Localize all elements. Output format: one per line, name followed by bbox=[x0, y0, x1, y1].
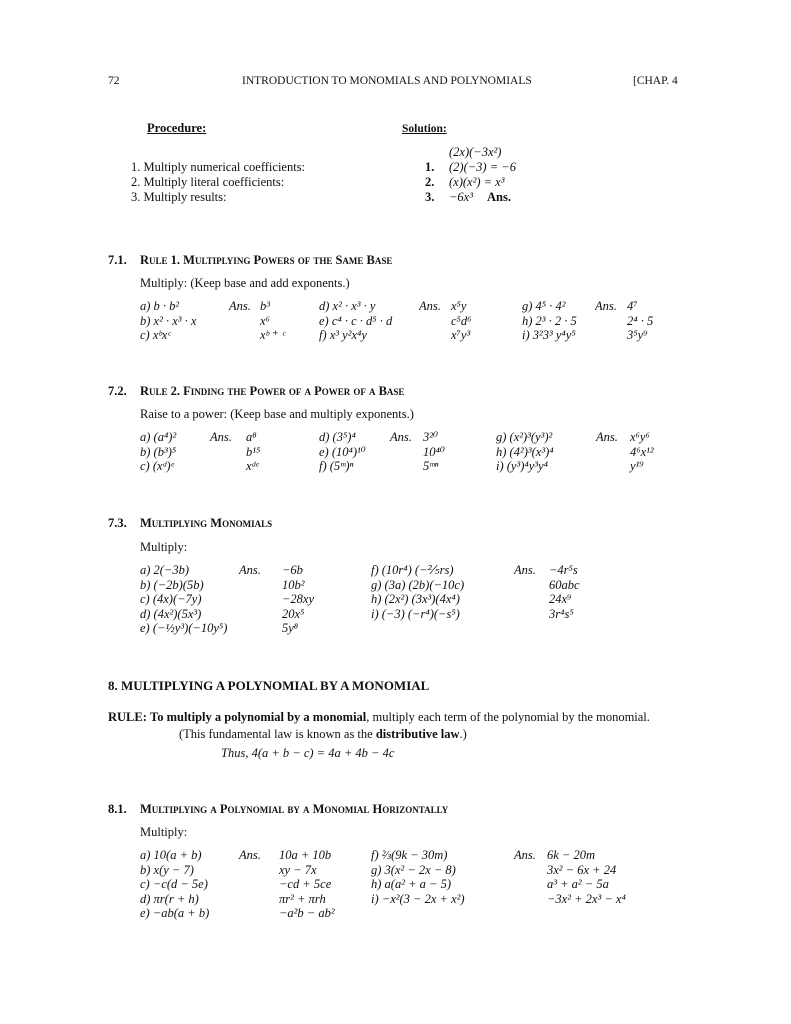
ans-label: Ans. bbox=[596, 430, 618, 444]
distributive-example: Thus, 4(a + b − c) = 4a + 4b − 4c bbox=[221, 746, 395, 760]
answer: 4⁷ bbox=[627, 299, 638, 313]
procedure-steps bbox=[131, 160, 305, 205]
answer: b¹⁵ bbox=[246, 444, 261, 459]
answer: 10⁴⁰ bbox=[423, 444, 445, 459]
answer-column bbox=[260, 299, 285, 343]
solution-step-number: 2. bbox=[425, 175, 435, 189]
answer: c⁵d⁶ bbox=[451, 313, 472, 328]
section-title: Multiplying Monomials bbox=[140, 516, 273, 530]
running-title: INTRODUCTION TO MONOMIALS AND POLYNOMIALS bbox=[242, 75, 532, 87]
answer: −3x² + 2x³ − x⁴ bbox=[547, 891, 626, 906]
solution-step: (2)(−3) = −6 bbox=[449, 160, 516, 174]
section-number: 7.2. bbox=[108, 384, 127, 398]
answer-column bbox=[423, 430, 445, 474]
answer-column bbox=[549, 563, 580, 621]
problem: c) (4x)(−7y) bbox=[140, 592, 202, 607]
section-number: 7.3. bbox=[108, 516, 127, 530]
chapter-label: [CHAP. 4 bbox=[633, 75, 678, 87]
problem: e) (10⁴)¹⁰ bbox=[319, 444, 366, 459]
answer: 3⁵y⁹ bbox=[627, 328, 648, 343]
page-number: 72 bbox=[108, 75, 120, 87]
answer: a³ + a² − 5a bbox=[547, 877, 609, 892]
ans-label: Ans. bbox=[514, 563, 536, 577]
problem: e) c⁴ · c · d⁵ · d bbox=[319, 313, 393, 328]
problem: g) 3(x² − 2x − 8) bbox=[371, 862, 456, 877]
rule-bold-text: To multiply a polynomial by a monomial bbox=[150, 710, 367, 724]
procedure-step: 2. Multiply literal coefficients: bbox=[131, 175, 285, 189]
solution-step: −6x³ bbox=[449, 190, 473, 204]
problem: b) x(y − 7) bbox=[140, 862, 194, 877]
rule-label: RULE: bbox=[108, 710, 147, 724]
answer: −28xy bbox=[282, 592, 315, 607]
section-instruction: Multiply: bbox=[140, 825, 188, 839]
solution-step-number: 1. bbox=[425, 160, 435, 174]
answer: 24x⁹ bbox=[549, 592, 572, 607]
law-prefix: (This fundamental law is known as the bbox=[179, 727, 376, 741]
solution-ans-label: Ans. bbox=[486, 190, 511, 204]
answer: 6k − 20m bbox=[547, 848, 596, 862]
solution-step-numbers bbox=[425, 160, 434, 205]
problem: e) −ab(a + b) bbox=[140, 906, 210, 921]
section-title: Multiplying a Polynomial by a Monomial Horizontally bbox=[140, 802, 449, 816]
ans-label: Ans. bbox=[514, 848, 536, 862]
answer: a⁸ bbox=[246, 430, 257, 444]
solution-title: Solution: bbox=[402, 123, 447, 135]
solution-expression: (2x)(−3x²) bbox=[449, 145, 502, 159]
law-name: distributive law bbox=[375, 727, 460, 741]
answer: xᵈᵉ bbox=[246, 459, 259, 474]
section-number: 8.1. bbox=[108, 802, 127, 816]
answer-column bbox=[279, 848, 335, 921]
answer-column bbox=[630, 430, 654, 474]
problem-column bbox=[140, 848, 209, 921]
problem: i) 3²3³ y⁴y⁵ bbox=[522, 328, 576, 343]
problem: g) 4⁵ · 4² bbox=[522, 299, 566, 313]
ans-label: Ans. bbox=[229, 299, 251, 313]
problem: h) 2³ · 2 · 5 bbox=[522, 313, 577, 328]
answer-column bbox=[282, 563, 314, 636]
problem: g) (x²)³(y³)² bbox=[496, 430, 553, 444]
ans-label: Ans. bbox=[390, 430, 412, 444]
ans-label: Ans. bbox=[239, 848, 261, 862]
procedure-step: 3. Multiply results: bbox=[131, 190, 227, 204]
answer: x⁷y³ bbox=[451, 328, 471, 343]
problem-column bbox=[140, 430, 176, 474]
answer: xy − 7x bbox=[279, 862, 317, 877]
answer-column bbox=[547, 848, 626, 906]
answer: πr² + πrh bbox=[279, 891, 326, 906]
problem: a) (a⁴)² bbox=[140, 430, 177, 444]
problem: i) (y³)⁴y³y⁴ bbox=[496, 459, 548, 474]
problem: c) −c(d − 5e) bbox=[140, 877, 208, 892]
problem: b) (b³)⁵ bbox=[140, 444, 177, 459]
section-instruction: Multiply: (Keep base and add exponents.) bbox=[140, 276, 350, 290]
problem: f) (10r⁴) (−⅖rs) bbox=[371, 563, 454, 577]
chapter-section-heading: 8. MULTIPLYING A POLYNOMIAL BY A MONOMIAL bbox=[108, 678, 430, 693]
answer: 10a + 10b bbox=[279, 848, 332, 862]
answer: xᵇ ⁺ ᶜ bbox=[260, 328, 286, 343]
problem: c) xᵇxᶜ bbox=[140, 328, 171, 343]
problem-column bbox=[319, 430, 366, 474]
problem: i) −x²(3 − 2x + x²) bbox=[371, 891, 465, 906]
problem: h) (4²)³(x³)⁴ bbox=[496, 444, 554, 459]
problem: a) b · b² bbox=[140, 299, 180, 313]
answer-column bbox=[627, 299, 653, 343]
ans-label: Ans. bbox=[239, 563, 261, 577]
problem: f) ⅔(9k − 30m) bbox=[371, 848, 448, 862]
answer: 3r⁴s⁵ bbox=[549, 606, 574, 621]
section-number: 7.1. bbox=[108, 253, 127, 267]
rule-text: , multiply each term of the polynomial by the monomial. bbox=[366, 710, 650, 724]
ans-label: Ans. bbox=[210, 430, 232, 444]
problem: i) (−3) (−r⁴)(−s⁵) bbox=[371, 606, 460, 621]
answer: 2⁴ · 5 bbox=[627, 313, 654, 328]
problem-column bbox=[140, 299, 196, 343]
problem: f) x³ y²x⁴y bbox=[319, 328, 367, 343]
answer: b³ bbox=[260, 299, 270, 313]
problem: d) x² · x³ · y bbox=[319, 299, 376, 313]
distributive-law-note bbox=[179, 727, 467, 742]
answer: −4r⁵s bbox=[549, 563, 578, 577]
procedure-step: 1. Multiply numerical coefficients: bbox=[131, 160, 306, 174]
answer: 3x² − 6x + 24 bbox=[547, 862, 617, 877]
answer-column bbox=[451, 299, 472, 343]
answer: 4⁶x¹² bbox=[630, 444, 654, 459]
answer: 3²⁰ bbox=[423, 430, 439, 444]
problem-column bbox=[319, 299, 392, 343]
problem: h) (2x²) (3x³)(4x⁴) bbox=[371, 592, 460, 607]
problem-column bbox=[496, 430, 554, 474]
section-title: Rule 2. Finding the Power of a Power of a Base bbox=[140, 384, 405, 398]
answer: x⁶y⁶ bbox=[630, 430, 650, 444]
problem-column bbox=[140, 563, 227, 636]
law-suffix: .) bbox=[459, 727, 467, 741]
answer: 20x⁵ bbox=[282, 606, 305, 621]
problem: e) (−½y³)(−10y⁵) bbox=[140, 621, 228, 636]
section-instruction: Raise to a power: (Keep base and multiply exponents.) bbox=[140, 407, 414, 421]
section-instruction: Multiply: bbox=[140, 540, 188, 554]
answer: 60abc bbox=[549, 577, 580, 592]
answer: 5ᵐⁿ bbox=[423, 459, 439, 474]
ans-label: Ans. bbox=[419, 299, 441, 313]
problem-column bbox=[522, 299, 577, 343]
rule-statement bbox=[108, 710, 650, 725]
problem: d) πr(r + h) bbox=[140, 891, 199, 906]
solution-step: (x)(x²) = x³ bbox=[449, 175, 505, 189]
answer: −6b bbox=[282, 563, 303, 577]
answer: x⁵y bbox=[451, 299, 467, 313]
solution-step-number: 3. bbox=[425, 190, 435, 204]
problem-column bbox=[371, 848, 465, 906]
problem: d) (3⁵)⁴ bbox=[319, 430, 356, 444]
answer-column bbox=[246, 430, 260, 474]
answer: x⁶ bbox=[260, 313, 270, 328]
section-title: Rule 1. Multiplying Powers of the Same Base bbox=[140, 253, 393, 267]
problem: a) 2(−3b) bbox=[140, 563, 190, 577]
answer: 10b² bbox=[282, 577, 305, 592]
answer: y¹⁹ bbox=[630, 459, 644, 474]
answer: 5y⁸ bbox=[282, 621, 299, 636]
answer: −a²b − ab² bbox=[279, 906, 335, 921]
problem-column bbox=[371, 563, 464, 621]
answer: −cd + 5ce bbox=[279, 877, 332, 892]
ans-label: Ans. bbox=[595, 299, 617, 313]
problem: a) 10(a + b) bbox=[140, 848, 202, 862]
procedure-title: Procedure: bbox=[147, 121, 207, 135]
problem: h) a(a² + a − 5) bbox=[371, 877, 451, 892]
problem: b) x² · x³ · x bbox=[140, 313, 197, 328]
problem: b) (−2b)(5b) bbox=[140, 577, 204, 592]
problem: g) (3a) (2b)(−10c) bbox=[371, 577, 465, 592]
problem: c) (xᵈ)ᵉ bbox=[140, 459, 174, 474]
problem: d) (4x²)(5x³) bbox=[140, 606, 202, 621]
problem: f) (5ᵐ)ⁿ bbox=[319, 459, 354, 474]
solution-steps bbox=[449, 160, 516, 205]
